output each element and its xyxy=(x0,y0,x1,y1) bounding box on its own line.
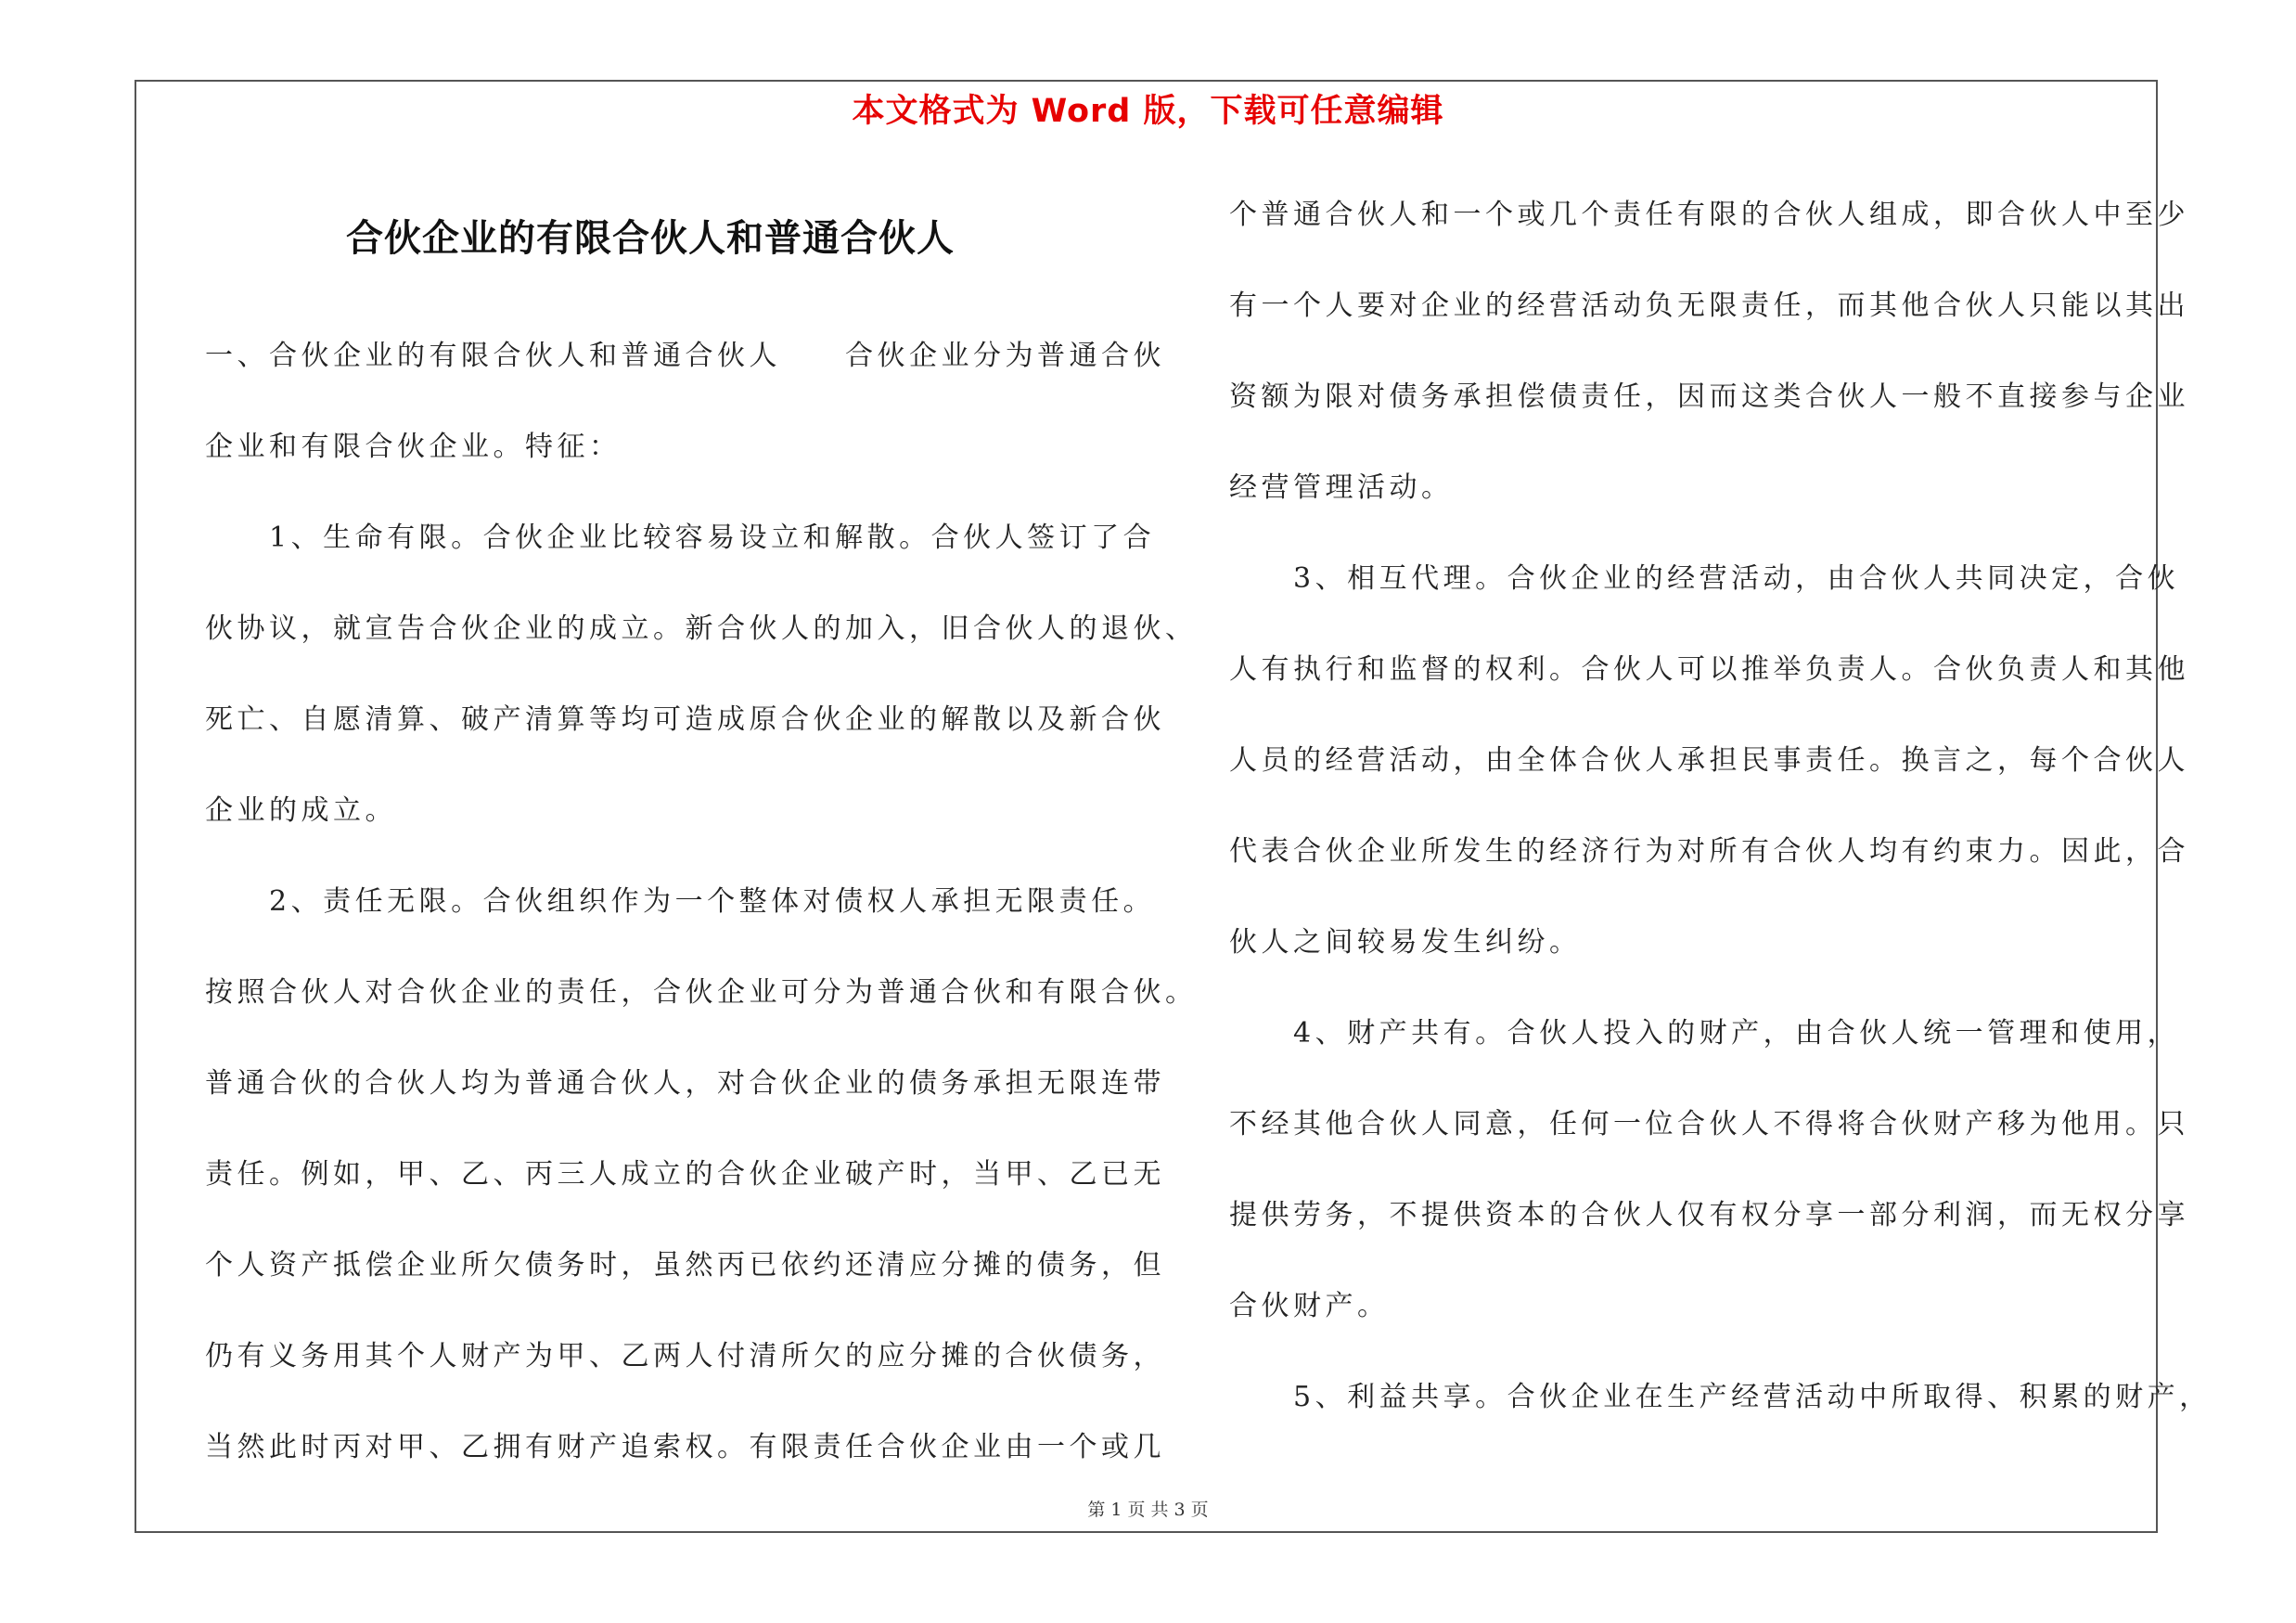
body-text-line: 人员的经营活动，由全体合伙人承担民事责任。换言之，每个合伙人 xyxy=(1229,744,2189,777)
body-text-line: 代表合伙企业所发生的经济行为对所有合伙人均有约束力。因此，合 xyxy=(1229,835,2189,868)
body-text-line: 伙协议，就宣告合伙企业的成立。新合伙人的加入，旧合伙人的退伙、 xyxy=(205,612,1198,645)
body-text-line: 提供劳务，不提供资本的合伙人仅有权分享一部分利润，而无权分享 xyxy=(1229,1199,2189,1231)
body-text-line: 个普通合伙人和一个或几个责任有限的合伙人组成，即合伙人中至少 xyxy=(1229,199,2189,231)
body-text-line: 4、财产共有。合伙人投入的财产，由合伙人统一管理和使用， xyxy=(1229,1017,2180,1050)
body-text-line: 不经其他合伙人同意，任何一位合伙人不得将合伙财产移为他用。只 xyxy=(1229,1108,2189,1140)
body-text-line: 有一个人要对企业的经营活动负无限责任，而其他合伙人只能以其出 xyxy=(1229,290,2189,322)
body-text-line: 2、责任无限。合伙组织作为一个整体对债权人承担无限责任。 xyxy=(205,885,1156,918)
page-number-footer: 第 1 页 共 3 页 xyxy=(1087,1500,1209,1520)
body-text-line: 责任。例如，甲、乙、丙三人成立的合伙企业破产时，当甲、乙已无 xyxy=(205,1158,1165,1191)
body-text-line: 1、生命有限。合伙企业比较容易设立和解散。合伙人签订了合 xyxy=(205,522,1156,554)
body-text-line: 仍有义务用其个人财产为甲、乙两人付清所欠的应分摊的合伙债务， xyxy=(205,1340,1165,1372)
body-text-line: 一、合伙企业的有限合伙人和普通合伙人 合伙企业分为普通合伙 xyxy=(205,340,1165,372)
body-text-line: 资额为限对债务承担偿债责任，因而这类合伙人一般不直接参与企业 xyxy=(1229,380,2189,413)
body-text-line: 3、相互代理。合伙企业的经营活动，由合伙人共同决定，合伙 xyxy=(1229,562,2180,595)
body-text-line: 企业的成立。 xyxy=(205,794,397,827)
body-text-line: 5、利益共享。合伙企业在生产经营活动中所取得、积累的财产， xyxy=(1229,1381,2212,1413)
body-text-line: 普通合伙的合伙人均为普通合伙人，对合伙企业的债务承担无限连带 xyxy=(205,1067,1165,1100)
body-text-line: 伙人之间较易发生纠纷。 xyxy=(1229,926,1582,959)
body-text-line: 合伙财产。 xyxy=(1229,1290,1390,1322)
format-banner: 本文格式为 Word 版，下载可任意编辑 xyxy=(852,93,1444,130)
body-text-line: 个人资产抵偿企业所欠债务时，虽然丙已依约还清应分摊的债务，但 xyxy=(205,1249,1165,1282)
body-text-line: 经营管理活动。 xyxy=(1229,471,1454,504)
document-title: 合伙企业的有限合伙人和普通合伙人 xyxy=(346,217,955,260)
body-text-line: 按照合伙人对合伙企业的责任，合伙企业可分为普通合伙和有限合伙。 xyxy=(205,976,1198,1009)
body-text-line: 死亡、自愿清算、破产清算等均可造成原合伙企业的解散以及新合伙 xyxy=(205,703,1165,736)
body-text-line: 当然此时丙对甲、乙拥有财产追索权。有限责任合伙企业由一个或几 xyxy=(205,1431,1165,1463)
body-text-line: 企业和有限合伙企业。特征： xyxy=(205,431,622,463)
body-text-line: 人有执行和监督的权利。合伙人可以推举负责人。合伙负责人和其他 xyxy=(1229,653,2189,686)
